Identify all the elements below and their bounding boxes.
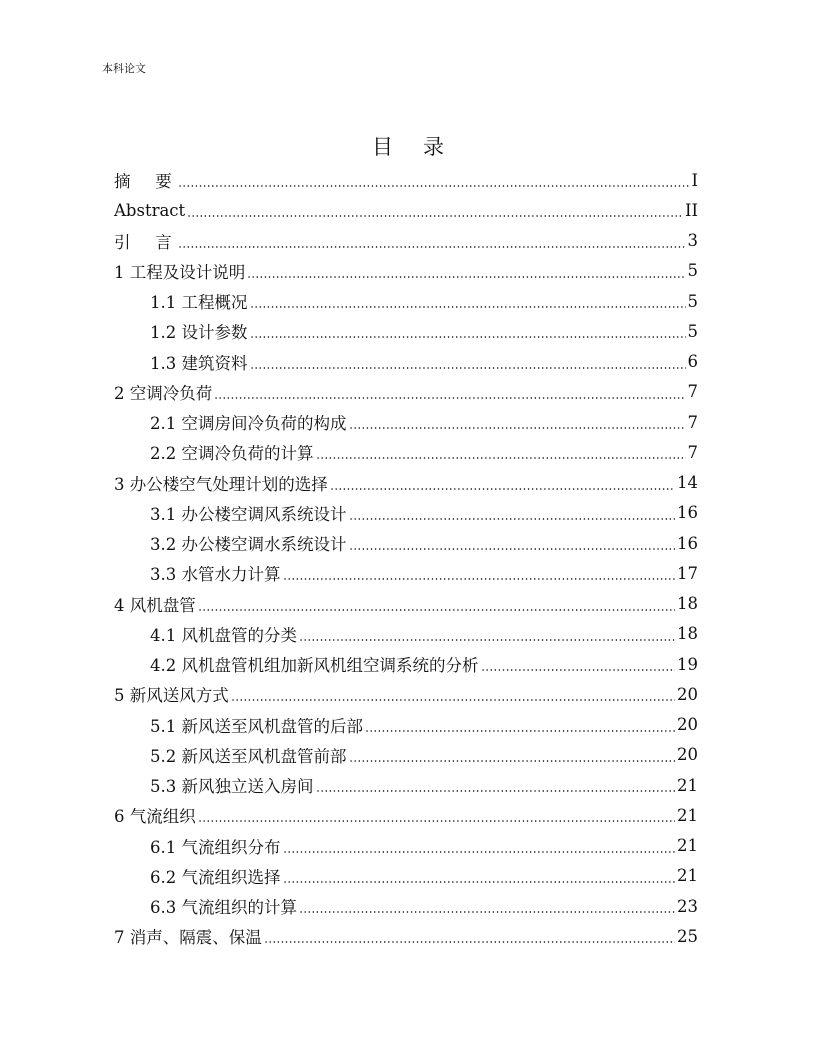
toc-entry-page-number: I	[691, 170, 698, 190]
toc-entry[interactable]	[114, 165, 698, 195]
dot-leader	[299, 911, 675, 913]
toc-entry[interactable]	[114, 286, 698, 316]
toc-entry-label: 5.1 新风送至风机盘管的后部	[150, 716, 363, 736]
toc-entry-page-number: 25	[677, 926, 698, 946]
toc-entry-label: 4.2 风机盘管机组加新风机组空调系统的分析	[150, 656, 479, 676]
dot-leader	[178, 246, 686, 248]
toc-entry[interactable]	[114, 316, 698, 346]
toc-entry[interactable]	[114, 891, 698, 921]
dot-leader	[349, 760, 676, 762]
toc-entry-label: Abstract	[114, 200, 186, 220]
toc-entry-page-number: 20	[677, 745, 698, 765]
dot-leader	[283, 851, 676, 853]
dot-leader	[247, 276, 685, 278]
toc-entry-label: 6 气流组织	[114, 807, 196, 827]
toc-entry-page-number: II	[684, 200, 698, 220]
toc-entry-label: 摘 要	[114, 172, 176, 192]
dot-leader	[250, 336, 686, 338]
dot-leader	[198, 820, 675, 822]
toc-entry[interactable]	[114, 407, 698, 437]
toc-entry-page-number: 20	[677, 684, 698, 704]
toc-entry-label: 7 消声、隔震、保温	[114, 928, 262, 948]
toc-entry-label: 4.1 风机盘管的分类	[150, 625, 297, 645]
toc-entry-label: 5.2 新风送至风机盘管前部	[150, 746, 347, 766]
toc-entry[interactable]	[114, 347, 698, 377]
dot-leader	[316, 790, 676, 792]
toc-entry[interactable]	[114, 740, 698, 770]
toc-entry-label: 3.1 办公楼空调风系统设计	[150, 504, 347, 524]
toc-entry-page-number: 5	[687, 261, 698, 281]
toc-entry[interactable]	[114, 468, 698, 498]
toc-entry-page-number: 7	[687, 382, 698, 402]
toc-entry-page-number: 20	[677, 715, 698, 735]
dot-leader	[231, 699, 675, 701]
toc-entry-page-number: 21	[677, 866, 698, 886]
dot-leader	[299, 639, 675, 641]
dot-leader	[187, 215, 683, 217]
dot-leader	[264, 941, 675, 943]
toc-entry[interactable]	[114, 649, 698, 679]
table-of-contents	[114, 165, 698, 952]
toc-title: 目录	[372, 135, 474, 159]
dot-leader	[481, 669, 676, 671]
toc-entry-label: 5 新风送风方式	[114, 686, 229, 706]
toc-entry[interactable]	[114, 770, 698, 800]
dot-leader	[330, 488, 675, 490]
toc-entry[interactable]	[114, 437, 698, 467]
toc-entry-page-number: 16	[677, 533, 698, 553]
toc-entry[interactable]	[114, 831, 698, 861]
dot-leader	[250, 367, 686, 369]
toc-entry[interactable]	[114, 619, 698, 649]
toc-entry-label: 1 工程及设计说明	[114, 262, 246, 282]
toc-entry-page-number: 5	[687, 291, 698, 311]
toc-entry-page-number: 16	[677, 503, 698, 523]
toc-entry[interactable]	[114, 861, 698, 891]
toc-entry[interactable]	[114, 921, 698, 951]
toc-entry-page-number: 14	[677, 473, 698, 493]
toc-entry-label: 3.2 办公楼空调水系统设计	[150, 535, 347, 555]
toc-entry-page-number: 7	[687, 442, 698, 462]
dot-leader	[198, 609, 675, 611]
toc-entry-label: 1.1 工程概况	[150, 293, 248, 313]
toc-entry-label: 2.1 空调房间冷负荷的构成	[150, 414, 347, 434]
toc-entry-label: 6.2 气流组织选择	[150, 867, 281, 887]
toc-entry-page-number: 18	[677, 624, 698, 644]
toc-entry[interactable]	[114, 377, 698, 407]
toc-entry-label: 1.2 设计参数	[150, 323, 248, 343]
dot-leader	[250, 306, 686, 308]
dot-leader	[316, 457, 686, 459]
toc-entry-label: 1.3 建筑资料	[150, 353, 248, 373]
toc-entry[interactable]	[114, 558, 698, 588]
toc-entry[interactable]	[114, 528, 698, 558]
toc-entry-page-number: 17	[677, 563, 698, 583]
dot-leader	[178, 185, 690, 187]
toc-entry[interactable]	[114, 226, 698, 256]
toc-entry-label: 6.3 气流组织的计算	[150, 898, 297, 918]
toc-entry-page-number: 23	[677, 896, 698, 916]
toc-entry[interactable]	[114, 800, 698, 830]
toc-entry-page-number: 21	[677, 836, 698, 856]
toc-entry[interactable]	[114, 679, 698, 709]
toc-entry[interactable]	[114, 195, 698, 225]
toc-entry[interactable]	[114, 710, 698, 740]
toc-entry-page-number: 21	[677, 805, 698, 825]
toc-entry-page-number: 5	[687, 321, 698, 341]
toc-entry-label: 5.3 新风独立送入房间	[150, 777, 314, 797]
dot-leader	[283, 881, 676, 883]
dot-leader	[349, 518, 676, 520]
toc-entry-page-number: 21	[677, 775, 698, 795]
toc-entry-page-number: 6	[687, 352, 698, 372]
toc-entry-page-number: 18	[677, 594, 698, 614]
toc-entry-label: 3.3 水管水力计算	[150, 565, 281, 585]
dot-leader	[365, 730, 675, 732]
toc-entry[interactable]	[114, 589, 698, 619]
toc-entry[interactable]	[114, 498, 698, 528]
dot-leader	[214, 397, 685, 399]
toc-entry-page-number: 7	[687, 412, 698, 432]
toc-entry-label: 6.1 气流组织分布	[150, 837, 281, 857]
dot-leader	[283, 578, 676, 580]
dot-leader	[349, 548, 676, 550]
toc-entry-label: 3 办公楼空气处理计划的选择	[114, 474, 328, 494]
toc-entry-page-number: 3	[687, 231, 698, 251]
toc-entry-label: 引 言	[114, 232, 176, 252]
running-header: 本科论文	[102, 62, 146, 75]
toc-entry-label: 4 风机盘管	[114, 595, 196, 615]
toc-entry-page-number: 19	[677, 654, 698, 674]
toc-entry-label: 2 空调冷负荷	[114, 383, 213, 403]
toc-entry-label: 2.2 空调冷负荷的计算	[150, 444, 314, 464]
toc-entry[interactable]	[114, 256, 698, 286]
dot-leader	[349, 427, 686, 429]
